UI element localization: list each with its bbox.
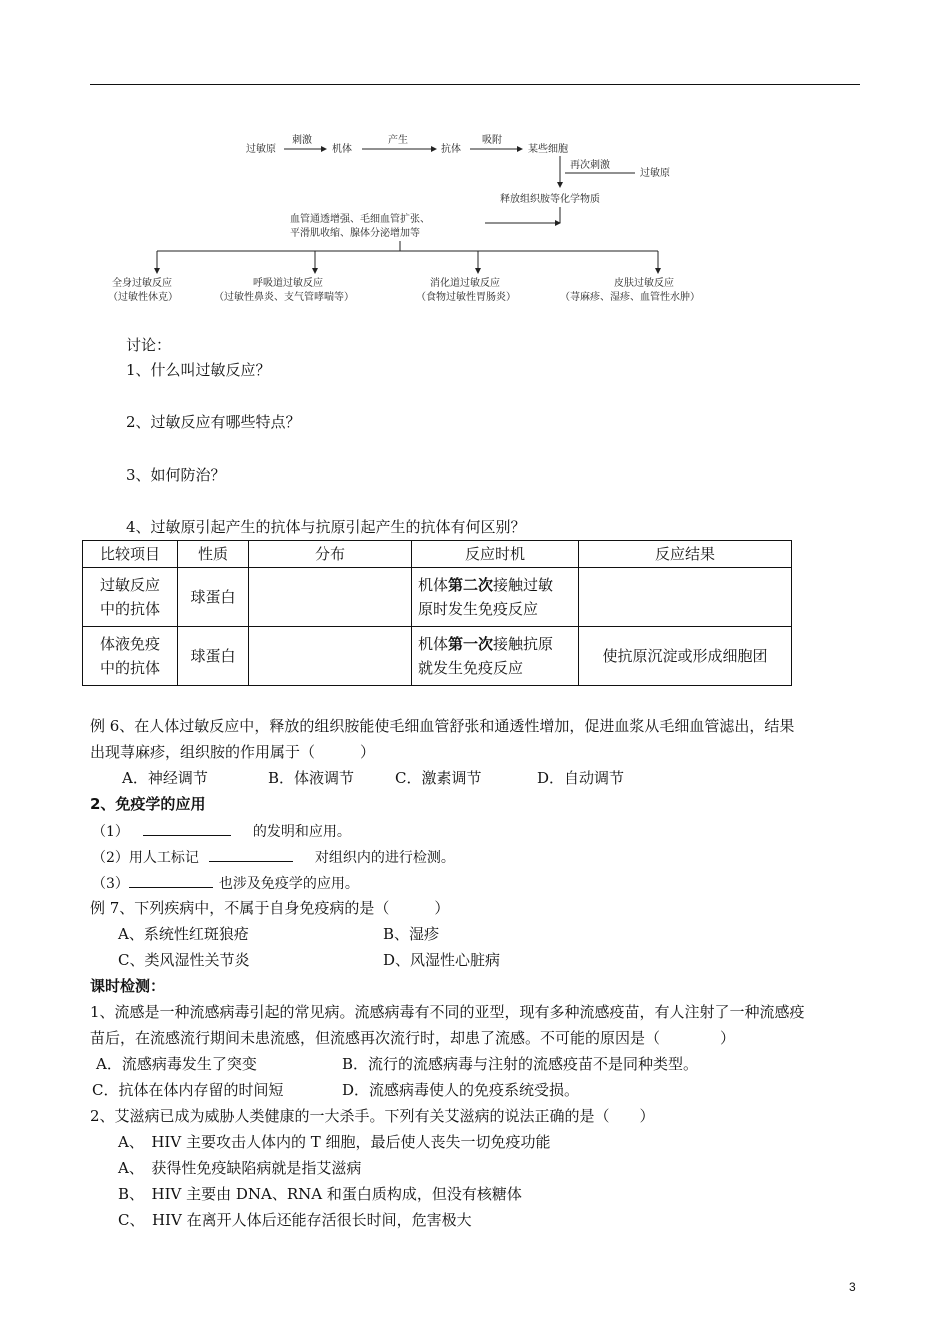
arrow-label-produce: 产生 — [388, 135, 408, 146]
fill-blank[interactable] — [209, 846, 293, 862]
discussion-q1: 1、什么叫过敏反应？ — [126, 361, 271, 379]
ex6-line2: 出现荨麻疹，组织胺的作用属于（ ） — [90, 743, 376, 761]
ex7-option-d: D、风湿性心脏病 — [383, 951, 501, 969]
table-cell-timing: 机体第一次接触抗原 就发生免疫反应 — [412, 627, 579, 686]
allergy-flow-diagram — [100, 123, 750, 328]
table-cell-nature: 球蛋白 — [178, 568, 249, 627]
node-certain-cells: 某些细胞 — [528, 144, 568, 155]
check-q1-option-a: A．流感病毒发生了突变 — [96, 1055, 257, 1073]
table-header: 比较项目 — [83, 541, 178, 568]
ex6-option-b: B．体液调节 — [268, 769, 355, 787]
outcome-respiratory-note: （过敏性鼻炎、支气管哮喘等） — [214, 292, 354, 303]
ex7-option-a: A、系统性红斑狼疮 — [118, 925, 249, 943]
discussion-q4: 4、过敏原引起产生的抗体与抗原引起产生的抗体有何区别？ — [126, 518, 526, 536]
table-cell-distribution — [249, 568, 412, 627]
page-number: 3 — [849, 1280, 856, 1294]
node-body: 机体 — [332, 144, 352, 155]
table-cell-item: 过敏反应 中的抗体 — [83, 568, 178, 627]
table-cell-distribution — [249, 627, 412, 686]
ex6-option-c: C．激素调节 — [395, 769, 482, 787]
outcome-systemic-note: （过敏性休克） — [108, 292, 178, 303]
discussion-q2: 2、过敏反应有哪些特点？ — [126, 413, 301, 431]
table-cell-result: 使抗原沉淀或形成细胞团 — [579, 627, 792, 686]
discussion-title: 讨论： — [126, 336, 172, 354]
arrow-label-restimulate: 再次刺激 — [570, 160, 610, 171]
outcome-digestive-note: （食物过敏性胃肠炎） — [416, 292, 516, 303]
check-q1-line1: 1、流感是一种流感病毒引起的常见病。流感病毒有不同的亚型，现有多种流感疫苗，有人注射了一种流感疫 — [90, 1003, 805, 1021]
outcome-digestive: 消化道过敏反应 — [430, 278, 500, 289]
discussion-q3: 3、如何防治？ — [126, 466, 226, 484]
ex7-option-b: B、湿疹 — [383, 925, 440, 943]
ex7-option-c: C、类风湿性关节炎 — [118, 951, 250, 969]
table-header: 性质 — [178, 541, 249, 568]
ex6-line1: 例 6、在人体过敏反应中，释放的组织胺能使毛细血管舒张和通透性增加，促进血浆从毛细血管滤出，结果 — [90, 717, 795, 735]
outcome-systemic: 全身过敏反应 — [112, 278, 172, 289]
table-cell-nature: 球蛋白 — [178, 627, 249, 686]
ex7-question: 例 7、下列疾病中，不属于自身免疫病的是（ ） — [90, 899, 450, 917]
table-cell-result — [579, 568, 792, 627]
table-row — [83, 627, 792, 686]
table-cell-timing: 机体第二次接触过敏 原时发生免疫反应 — [412, 568, 579, 627]
check-q1-line2: 苗后，在流感流行期间未患流感，但流感再次流行时，却患了流感。不可能的原因是（ ） — [90, 1029, 736, 1047]
node-antibody: 抗体 — [441, 144, 461, 155]
node-effects-line2: 平滑肌收缩、腺体分泌增加等 — [290, 228, 420, 239]
table-header-row — [83, 541, 792, 568]
check-q2-option: B、 HIV 主要由 DNA、RNA 和蛋白质构成，但没有核糖体 — [118, 1185, 522, 1203]
node-allergen: 过敏原 — [246, 144, 276, 155]
table-row — [83, 568, 792, 627]
table-cell-item: 体液免疫 中的抗体 — [83, 627, 178, 686]
ex6-option-a: A．神经调节 — [122, 769, 208, 787]
outcome-skin-note: （荨麻疹、湿疹、血管性水肿） — [560, 292, 700, 303]
table-header: 分布 — [249, 541, 412, 568]
table-header: 反应时机 — [412, 541, 579, 568]
antibody-comparison-table — [82, 540, 792, 686]
check-q2-option: C、 HIV 在离开人体后还能存活很长时间，危害极大 — [118, 1211, 472, 1229]
arrow-label-stimulate: 刺激 — [292, 135, 312, 146]
check-q1-option-d: D．流感病毒使人的免疫系统受损。 — [342, 1081, 580, 1099]
ex6-option-d: D．自动调节 — [537, 769, 625, 787]
outcome-skin: 皮肤过敏反应 — [614, 278, 674, 289]
outcome-respiratory: 呼吸道过敏反应 — [253, 278, 323, 289]
section2-title: 2、免疫学的应用 — [90, 795, 206, 813]
node-allergen-again: 过敏原 — [640, 168, 670, 179]
check-title: 课时检测： — [90, 977, 166, 995]
fill-blank[interactable] — [129, 872, 213, 888]
header-rule — [90, 84, 860, 85]
sec2-item3: （3） 也涉及免疫学的应用。 — [92, 872, 359, 894]
node-release: 释放组织胺等化学物质 — [500, 194, 600, 205]
check-q1-option-c: C．抗体在体内存留的时间短 — [92, 1081, 284, 1099]
check-q2-option: A、 HIV 主要攻击人体内的 T 细胞，最后使人丧失一切免疫功能 — [118, 1133, 551, 1151]
node-effects-line1: 血管通透增强、毛细血管扩张、 — [290, 214, 430, 225]
check-q2-option: A、 获得性免疫缺陷病就是指艾滋病 — [118, 1159, 362, 1177]
fill-blank[interactable] — [143, 820, 231, 836]
check-q2: 2、艾滋病已成为威胁人类健康的一大杀手。下列有关艾滋病的说法正确的是（ ） — [90, 1107, 655, 1125]
sec2-item2: （2）用人工标记 对组织内的进行检测。 — [92, 846, 455, 868]
sec2-item1: （1） 的发明和应用。 — [92, 820, 351, 842]
check-q1-option-b: B．流行的流感病毒与注射的流感疫苗不是同种类型。 — [342, 1055, 699, 1073]
table-header: 反应结果 — [579, 541, 792, 568]
arrow-label-adsorb: 吸附 — [482, 135, 502, 146]
